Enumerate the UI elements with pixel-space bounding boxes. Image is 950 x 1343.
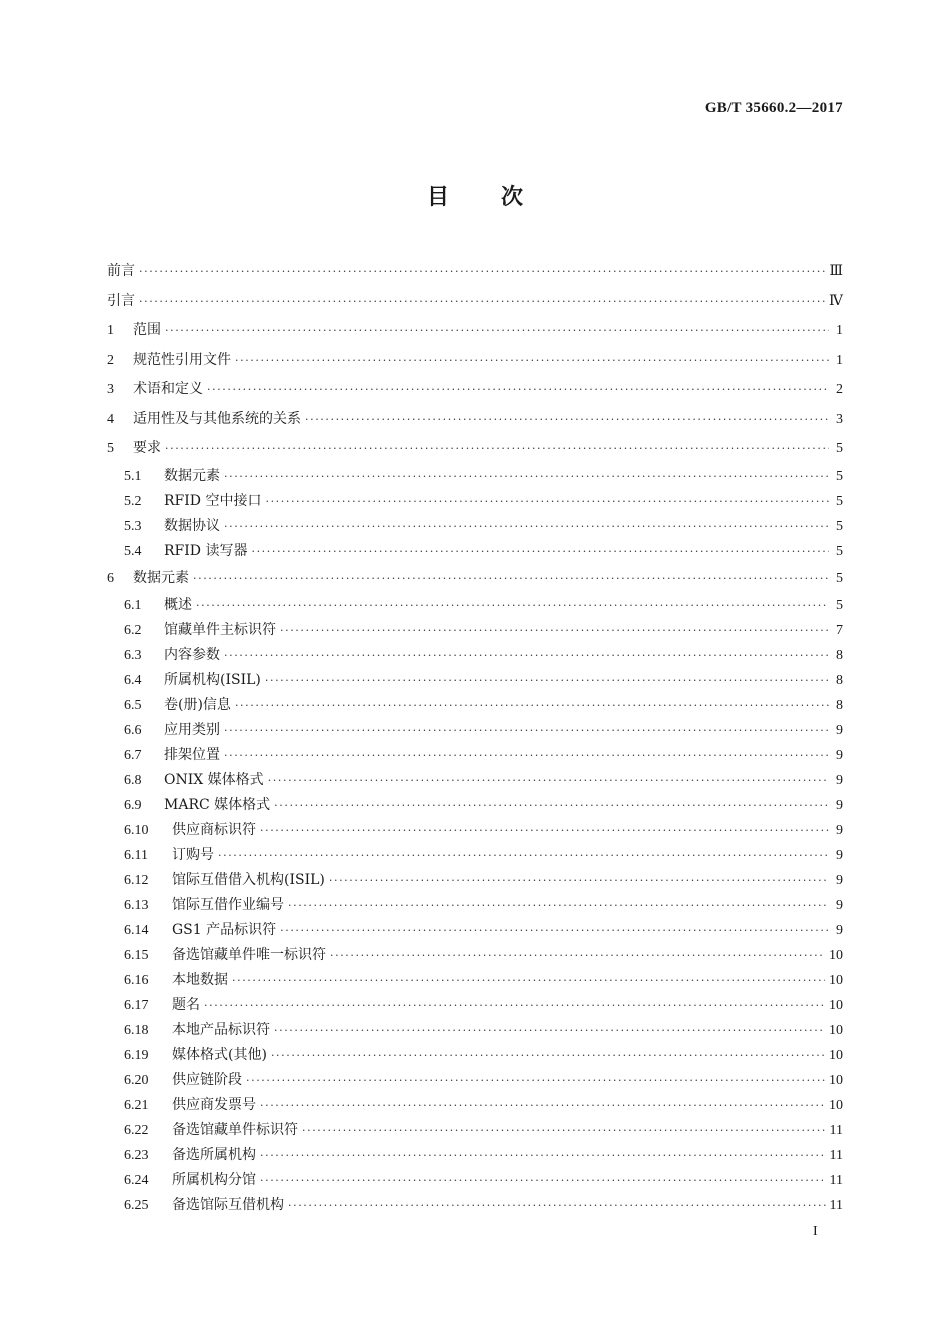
toc-entry-label: 前言: [107, 263, 135, 279]
toc-dot-leader: [235, 693, 829, 718]
toc-entry[interactable]: [107, 489, 843, 514]
toc-entry-label: 馆际互借作业编号: [172, 897, 284, 913]
toc-entry-label: 题名: [172, 997, 200, 1013]
toc-entry-number: 6.15: [124, 948, 149, 963]
footer-page-number: I: [813, 1224, 818, 1239]
toc-entry-label: 应用类别: [164, 722, 220, 738]
toc-entry-label: 要求: [133, 440, 161, 456]
toc-dot-leader: [260, 818, 829, 843]
toc-entry-page: 9: [836, 773, 843, 788]
toc-dot-leader: [288, 1193, 826, 1218]
toc-dot-leader: [139, 287, 825, 317]
toc-dot-leader: [260, 1093, 825, 1118]
toc-dot-leader: [260, 1143, 826, 1168]
toc-entry-label: 订购号: [172, 847, 214, 863]
toc-entry-page: 5: [836, 570, 843, 586]
toc-entry-page: 10: [829, 973, 843, 988]
title-char-1: 目: [426, 185, 449, 210]
toc-entry-label: 供应商标识符: [172, 822, 256, 838]
toc-entry-page: 5: [836, 493, 843, 509]
toc-entry[interactable]: [107, 464, 843, 489]
toc-entry-page: Ⅳ: [829, 293, 843, 309]
toc-entry[interactable]: [107, 593, 843, 618]
toc-entry-page: 9: [836, 848, 843, 863]
toc-entry-page: 5: [836, 518, 843, 534]
toc-entry-page: 10: [829, 948, 843, 963]
toc-entry-number: 6.17: [124, 998, 149, 1013]
toc-entry-label: 数据元素: [164, 467, 220, 484]
toc-entry[interactable]: [107, 257, 843, 287]
toc-dot-leader: [274, 1018, 825, 1043]
toc-entry-label: RFID 读写器: [164, 542, 248, 559]
toc-entry-number: 6.23: [124, 1148, 149, 1163]
toc-entry-label: 所属机构分馆: [172, 1172, 256, 1188]
toc-entry-number: 6: [107, 570, 114, 586]
toc-dot-leader: [235, 346, 829, 376]
toc-dot-leader: [165, 434, 829, 464]
toc-entry-label: 数据元素: [133, 569, 189, 586]
toc-entry-number: 6.7: [124, 748, 142, 763]
toc-entry-number: 6.16: [124, 973, 149, 988]
toc-entry-page: 9: [836, 873, 843, 888]
toc-entry[interactable]: [107, 375, 843, 405]
toc-entry-page: 10: [829, 1098, 843, 1113]
toc-dot-leader: [274, 793, 829, 818]
toc-dot-leader: [165, 316, 829, 346]
toc-entry-page: 10: [829, 1048, 843, 1063]
toc-entry-number: 5.1: [124, 468, 142, 484]
toc-entry-label: 本地数据: [172, 972, 228, 988]
toc-entry-page: 11: [829, 1173, 843, 1188]
toc-entry[interactable]: [107, 718, 843, 743]
toc-entry[interactable]: [107, 893, 843, 918]
toc-entry-page: 10: [829, 1023, 843, 1038]
toc-dot-leader: [196, 593, 829, 618]
toc-entry-label: 媒体格式(其他): [172, 1047, 267, 1063]
toc-entry-label: 概述: [164, 597, 192, 613]
toc-entry-number: 6.1: [124, 598, 142, 613]
standard-code: GB/T 35660.2—2017: [704, 100, 843, 116]
toc-entry[interactable]: [107, 1043, 843, 1068]
toc-entry[interactable]: [107, 1143, 843, 1168]
toc-dot-leader: [224, 514, 829, 539]
toc-entry-page: 5: [836, 598, 843, 613]
toc-entry-page: 9: [836, 798, 843, 813]
toc-dot-leader: [260, 1168, 826, 1193]
toc-entry-page: 2: [836, 382, 843, 397]
toc-entry-number: 6.25: [124, 1198, 149, 1213]
toc-entry-page: 11: [829, 1148, 843, 1163]
toc-entry[interactable]: [107, 1068, 843, 1093]
toc-entry-label: 范围: [133, 322, 161, 338]
toc-entry-number: 6.14: [124, 923, 149, 938]
toc-entry-page: 9: [836, 748, 843, 763]
toc-entry-number: 3: [107, 382, 114, 397]
toc-entry-number: 6.18: [124, 1023, 149, 1038]
toc-entry-number: 6.19: [124, 1048, 149, 1063]
toc-dot-leader: [302, 1118, 826, 1143]
toc-entry-label: 备选馆藏单件唯一标识符: [172, 947, 326, 963]
toc-entry-label: 卷(册)信息: [164, 697, 231, 713]
toc-entry[interactable]: [107, 1118, 843, 1143]
toc-entry[interactable]: [107, 1018, 843, 1043]
toc-entry-number: 6.10: [124, 823, 149, 838]
toc-dot-leader: [265, 489, 829, 514]
toc-entry-page: 10: [829, 1073, 843, 1088]
toc-entry-number: 6.6: [124, 723, 142, 738]
toc-entry-number: 6.20: [124, 1073, 149, 1088]
toc-entry-number: 1: [107, 323, 114, 338]
toc-entry-label: 备选所属机构: [172, 1147, 256, 1163]
toc-entry-number: 5.2: [124, 493, 142, 509]
toc-entry-page: 9: [836, 898, 843, 913]
toc-entry-number: 6.22: [124, 1123, 149, 1138]
toc-dot-leader: [271, 1043, 825, 1068]
toc-entry-label: 适用性及与其他系统的关系: [133, 410, 301, 427]
toc-entry-label: 馆藏单件主标识符: [164, 622, 276, 638]
toc-entry[interactable]: [107, 405, 843, 435]
toc-entry-page: 7: [836, 623, 843, 638]
toc-entry[interactable]: [107, 1168, 843, 1193]
toc-dot-leader: [232, 968, 825, 993]
table-of-contents: [107, 257, 843, 1218]
toc-dot-leader: [329, 868, 829, 893]
toc-entry-page: Ⅲ: [829, 264, 843, 279]
toc-entry-page: 9: [836, 723, 843, 738]
toc-entry[interactable]: [107, 1093, 843, 1118]
toc-entry-number: 6.11: [124, 848, 148, 863]
toc-entry[interactable]: [107, 618, 843, 643]
toc-dot-leader: [224, 718, 829, 743]
toc-entry-label: 供应商发票号: [172, 1097, 256, 1113]
toc-entry-number: 6.2: [124, 623, 142, 638]
toc-entry[interactable]: [107, 968, 843, 993]
toc-entry-number: 4: [107, 411, 114, 427]
toc-dot-leader: [268, 768, 829, 793]
toc-entry[interactable]: [107, 743, 843, 768]
toc-entry-page: 9: [836, 823, 843, 838]
toc-entry[interactable]: [107, 943, 843, 968]
toc-entry-number: 6.24: [124, 1173, 149, 1188]
toc-entry-number: 6.4: [124, 673, 142, 688]
toc-dot-leader: [330, 943, 825, 968]
toc-entry[interactable]: [107, 643, 843, 668]
toc-dot-leader: [207, 375, 829, 405]
toc-entry-number: 6.12: [124, 873, 149, 888]
toc-entry-page: 11: [829, 1198, 843, 1213]
toc-entry[interactable]: [107, 918, 843, 943]
toc-entry[interactable]: [107, 768, 843, 793]
toc-entry[interactable]: [107, 514, 843, 539]
toc-entry[interactable]: [107, 434, 843, 464]
toc-entry-number: 6.21: [124, 1098, 149, 1113]
toc-entry[interactable]: [107, 1193, 843, 1218]
toc-entry[interactable]: [107, 668, 843, 693]
toc-entry-label: ONIX 媒体格式: [164, 772, 264, 788]
toc-entry-number: 5.4: [124, 543, 142, 559]
toc-entry-page: 11: [829, 1123, 843, 1138]
toc-entry-number: 6.8: [124, 773, 142, 788]
toc-entry-label: 引言: [107, 292, 135, 309]
toc-entry-label: RFID 空中接口: [164, 492, 262, 509]
toc-entry-number: 5.3: [124, 518, 142, 534]
toc-entry-label: MARC 媒体格式: [164, 797, 271, 813]
toc-entry-page: 9: [836, 923, 843, 938]
toc-dot-leader: [193, 564, 829, 594]
toc-entry-label: 备选馆际互借机构: [172, 1197, 284, 1213]
toc-dot-leader: [204, 993, 825, 1018]
toc-entry-label: 本地产品标识符: [172, 1022, 270, 1038]
toc-entry-number: 6.5: [124, 698, 142, 713]
toc-entry-number: 6.9: [124, 798, 142, 813]
toc-entry-page: 3: [836, 411, 843, 427]
toc-entry[interactable]: [107, 346, 843, 376]
toc-entry-page: 8: [836, 673, 843, 688]
toc-dot-leader: [218, 843, 829, 868]
toc-entry-page: 8: [836, 698, 843, 713]
toc-entry-label: 数据协议: [164, 517, 220, 534]
toc-entry-number: 2: [107, 352, 114, 368]
toc-entry-label: 馆际互借借入机构(ISIL): [172, 872, 325, 888]
toc-entry-label: 规范性引用文件: [133, 351, 231, 368]
toc-dot-leader: [224, 643, 829, 668]
toc-entry[interactable]: [107, 539, 843, 564]
toc-dot-leader: [246, 1068, 825, 1093]
toc-dot-leader: [265, 668, 829, 693]
toc-entry[interactable]: [107, 818, 843, 843]
toc-dot-leader: [288, 893, 829, 918]
toc-entry-number: 6.13: [124, 898, 149, 913]
toc-entry-page: 5: [836, 468, 843, 484]
toc-entry-label: 供应链阶段: [172, 1072, 242, 1088]
toc-dot-leader: [139, 257, 825, 287]
page-title: [0, 180, 950, 211]
title-char-2: 次: [501, 185, 524, 210]
toc-entry-label: 所属机构(ISIL): [164, 672, 261, 688]
toc-dot-leader: [224, 743, 829, 768]
toc-entry[interactable]: [107, 564, 843, 594]
toc-entry-page: 8: [836, 648, 843, 663]
toc-dot-leader: [224, 464, 829, 489]
toc-dot-leader: [251, 539, 829, 564]
toc-entry-number: 6.3: [124, 648, 142, 663]
toc-entry[interactable]: [107, 993, 843, 1018]
toc-entry[interactable]: [107, 868, 843, 893]
toc-entry-label: 备选馆藏单件标识符: [172, 1122, 298, 1138]
toc-entry-page: 10: [829, 998, 843, 1013]
toc-entry-label: 术语和定义: [133, 381, 203, 397]
toc-entry-label: 排架位置: [164, 747, 220, 763]
toc-entry[interactable]: [107, 287, 843, 317]
toc-entry[interactable]: [107, 843, 843, 868]
toc-entry-page: 5: [836, 441, 843, 456]
toc-entry-page: 1: [836, 352, 843, 368]
toc-dot-leader: [305, 405, 829, 435]
toc-entry-page: 1: [836, 323, 843, 338]
toc-entry-page: 5: [836, 543, 843, 559]
toc-entry-label: 内容参数: [164, 647, 220, 663]
toc-entry-number: 5: [107, 441, 114, 456]
toc-dot-leader: [280, 618, 829, 643]
toc-dot-leader: [280, 918, 829, 943]
toc-entry[interactable]: [107, 793, 843, 818]
toc-entry[interactable]: [107, 693, 843, 718]
toc-entry[interactable]: [107, 316, 843, 346]
toc-entry-label: GS1 产品标识符: [172, 922, 277, 938]
